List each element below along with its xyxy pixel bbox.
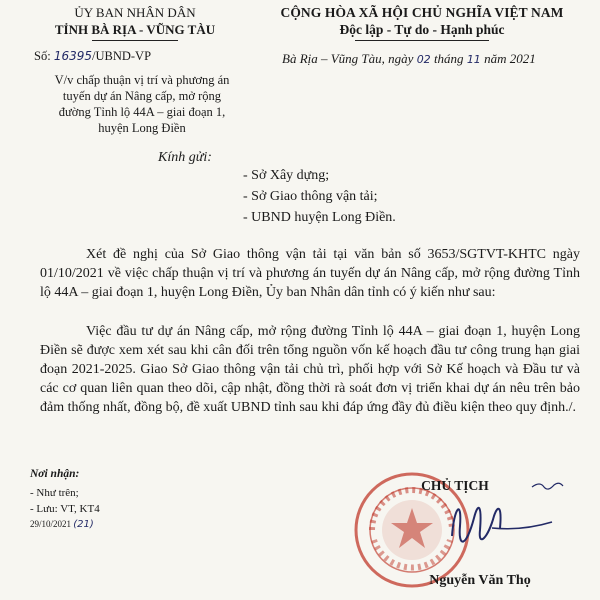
national-motto: Độc lập - Tự do - Hạnh phúc — [339, 22, 505, 37]
subject-line: V/v chấp thuận vị trí và phương án — [54, 73, 230, 87]
date-day: 02 — [416, 53, 431, 66]
agency-name-line2: TỈNH BÀ RỊA - VŨNG TÀU — [54, 22, 216, 37]
agency-name-line1: ỦY BAN NHÂN DÂN — [74, 5, 196, 20]
subject-line: tuyến dự án Nâng cấp, mở rộng — [62, 89, 222, 103]
place-date — [282, 51, 536, 67]
month-label: tháng — [430, 51, 467, 66]
body-paragraph-1: Xét đề nghị của Sở Giao thông vận tải tại văn bản số 3653/SGTVT-KHTC ngày 01/10/2021 về việc chấp thuận vị trí và phương án tuyến dự án Nâng cấp, mở rộng đường Tỉnh lộ 44A – giai đoạn 1, huyện Long Điền, Ủy ban Nhân dân tỉnh có ý kiến như sau: — [40, 247, 580, 300]
body-paragraph-2: Việc đầu tư dự án Nâng cấp, mở rộng đường Tỉnh lộ 44A – giai đoạn 1, huyện Long Điền sẽ được xem xét sau khi cân đối trên tổng nguồn vốn kế hoạch đầu tư công trung hạn giai đoạn 2021-2025. Giao Sở Giao thông vận tải chủ trì, phối hợp với Sở Kế hoạch và Đầu tư và các cơ quan liên quan theo dõi, cập nhật, đồng thời rà soát đơn vị triển khai dự án nêu trên bảo đảm thống nhất, đồng bộ, đề xuất UBND tỉnh sau khi đáp ứng đầy đủ điều kiện theo quy định./. — [40, 324, 580, 415]
noi-nhan-item: - Lưu: VT, KT4 — [30, 503, 100, 515]
signatory-title: CHỦ TỊCH — [421, 478, 489, 493]
signer-name: Nguyễn Văn Thọ — [429, 573, 531, 588]
recipient-item: - Sở Xây dựng; — [243, 168, 330, 183]
subject-line: huyện Long Điền — [98, 121, 186, 135]
document-number-suffix: /UBND-VP — [92, 49, 152, 63]
noi-nhan-label: Nơi nhận: — [30, 468, 80, 480]
date-stamp — [30, 519, 94, 530]
subject-summary — [32, 72, 252, 136]
motto-underline — [355, 40, 489, 41]
document-number-handwritten: 16395 — [53, 49, 92, 63]
salutation: Kính gửi: — [158, 150, 212, 165]
national-title: CỘNG HÒA XÃ HỘI CHỦ NGHĨA VIỆT NAM — [280, 5, 564, 20]
subject-line: đường Tỉnh lộ 44A – giai đoạn 1, — [58, 105, 226, 119]
date-stamp-text: 29/10/2021 — [30, 519, 72, 529]
date-month: 11 — [466, 53, 481, 66]
handwritten-mark: (21) — [73, 519, 94, 530]
noi-nhan-item: - Như trên; — [30, 487, 79, 499]
agency-underline — [92, 40, 178, 41]
document-number — [34, 49, 151, 64]
recipient-item: - UBND huyện Long Điền. — [243, 210, 396, 225]
document-number-prefix: Số: — [34, 49, 54, 63]
year-label: năm 2021 — [480, 51, 536, 66]
recipient-item: - Sở Giao thông vận tải; — [243, 189, 378, 204]
signature-icon — [392, 478, 592, 568]
place-label: Bà Rịa – Vũng Tàu, ngày — [282, 51, 417, 66]
